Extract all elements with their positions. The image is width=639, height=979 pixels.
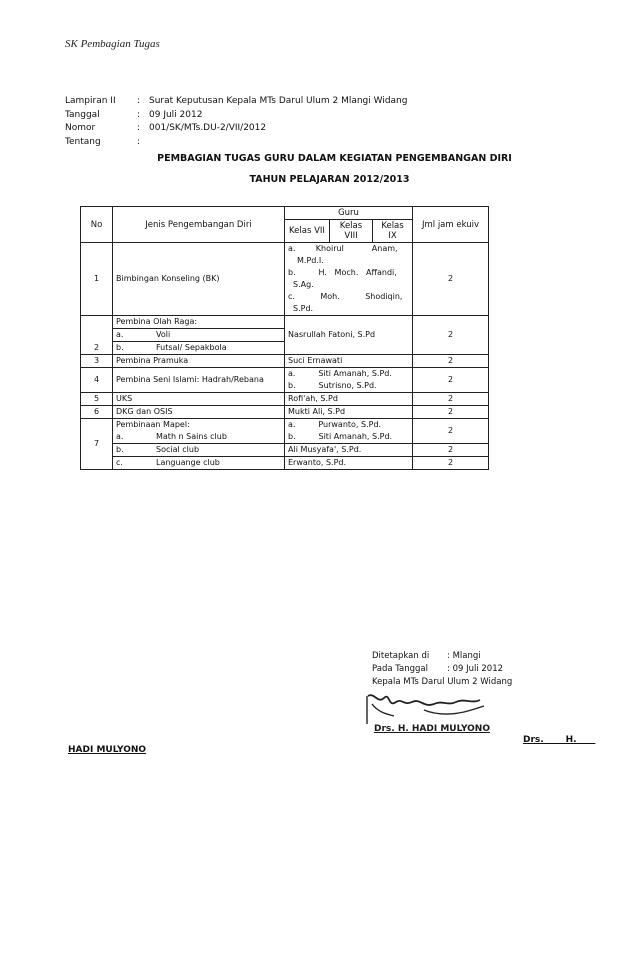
row-jenis-item: b. Social club	[113, 444, 285, 457]
row-jml: 2	[413, 355, 489, 368]
header-kelas-8: Kelas VIII	[330, 220, 373, 243]
row-guru: a. Khoirul Anam,	[285, 243, 413, 256]
row-jenis-item: a. Math n Sains club	[113, 431, 285, 444]
header-kelas-7: Kelas VII	[285, 220, 330, 243]
row-jml: 2	[413, 243, 489, 316]
document-subtitle: TAHUN PELAJARAN 2012/2013	[249, 174, 410, 185]
row-jml: 2	[413, 316, 489, 355]
row-guru: M.Pd.I.	[285, 255, 413, 267]
row-guru: S.Ag.	[285, 279, 413, 291]
row-no: 4	[81, 368, 113, 393]
row-guru: Mukti Ali, S.Pd	[285, 406, 413, 419]
row-no: 6	[81, 406, 113, 419]
header-no: No	[81, 207, 113, 243]
meta-label: Tanggal	[65, 109, 100, 120]
row-guru: b. Sutrisno, S.Pd.	[285, 380, 413, 393]
document-title: PEMBAGIAN TUGAS GURU DALAM KEGIATAN PENGEMBANGAN DIRI	[157, 153, 512, 164]
table-row	[81, 419, 489, 432]
meta-tanggal: Tanggal : 09 Juli 2012	[65, 109, 407, 123]
row-guru: b. H. Moch. Affandi,	[285, 267, 413, 279]
row-no: 2	[81, 316, 113, 355]
row-no: 7	[81, 419, 113, 470]
row-guru: Erwanto, S.Pd.	[285, 457, 413, 470]
row-jenis: DKG dan OSIS	[113, 406, 285, 419]
row-jml: 2	[413, 444, 489, 457]
row-no: 1	[81, 243, 113, 316]
row-jenis: Pembina Pramuka	[113, 355, 285, 368]
row-jenis-head: Pembina Olah Raga:	[113, 316, 285, 329]
meta-nomor: Nomor : 001/SK/MTs.DU-2/VII/2012	[65, 122, 407, 136]
row-jml: 2	[413, 393, 489, 406]
signature-block	[372, 650, 512, 689]
row-guru: Suci Ernawati	[285, 355, 413, 368]
sign-date-value: : 09 Juli 2012	[447, 664, 504, 674]
table-row	[81, 393, 489, 406]
row-no: 3	[81, 355, 113, 368]
row-guru: Ali Musyafa', S.Pd.	[285, 444, 413, 457]
page-header: SK Pembagian Tugas	[65, 38, 160, 50]
sign-role: Kepala MTs Darul Ulum 2 Widang	[372, 677, 513, 687]
sign-place-value: : Mlangi	[447, 651, 481, 661]
sign-date-label: Pada Tanggal	[372, 664, 429, 674]
table-row	[81, 368, 489, 381]
meta-label: Lampiran II	[65, 96, 116, 106]
meta-label: Nomor	[65, 123, 96, 133]
signer-name: HADI MULYONO	[68, 745, 147, 755]
table-row	[81, 316, 489, 329]
row-guru: c. Moh. Shodiqin,	[285, 291, 413, 303]
row-jenis: Pembina Seni Islami: Hadrah/Rebana	[113, 368, 285, 393]
row-jml: 2	[413, 419, 489, 444]
row-guru: S.Pd.	[285, 303, 413, 316]
meta-value: 09 Juli 2012	[149, 109, 203, 120]
row-guru: Rofi'ah, S.Pd	[285, 393, 413, 406]
row-guru: Nasrullah Fatoni, S.Pd	[285, 316, 413, 355]
row-jenis-item: a. Voli	[113, 329, 285, 342]
stamp-name: Drs. H. HADI MULYONO	[374, 724, 490, 734]
meta-label: Tentang	[65, 136, 101, 147]
letter-meta	[65, 95, 407, 149]
table-header-row	[81, 207, 489, 220]
row-guru: a. Purwanto, S.Pd.	[285, 419, 413, 432]
meta-tentang: Tentang :	[65, 136, 407, 150]
row-guru: b. Siti Amanah, S.Pd.	[285, 431, 413, 444]
header-kelas-9: Kelas IX	[373, 220, 413, 243]
row-jenis: UKS	[113, 393, 285, 406]
row-jml: 2	[413, 368, 489, 393]
row-jenis-head: Pembinaan Mapel:	[113, 419, 285, 432]
signer-title: Drs. H.	[523, 735, 596, 745]
header-jml: Jml jam ekuiv	[413, 207, 489, 243]
table-row	[81, 406, 489, 419]
row-jml: 2	[413, 406, 489, 419]
task-table	[80, 206, 489, 470]
row-jenis-item: c. Languange club	[113, 457, 285, 470]
row-jenis: Bimbingan Konseling (BK)	[113, 243, 285, 316]
header-guru: Guru	[285, 207, 413, 220]
row-no: 5	[81, 393, 113, 406]
table-row	[81, 243, 489, 256]
meta-value: Surat Keputusan Kepala MTs Darul Ulum 2 Mlangi Widang	[149, 96, 408, 106]
meta-value: 001/SK/MTs.DU-2/VII/2012	[149, 123, 267, 133]
row-jenis-item: b. Futsal/ Sepakbola	[113, 342, 285, 355]
header-jenis: Jenis Pengembangan Diri	[113, 207, 285, 243]
sign-place-label: Ditetapkan di	[372, 651, 430, 661]
row-guru: a. Siti Amanah, S.Pd.	[285, 368, 413, 381]
table-row	[81, 355, 489, 368]
handwritten-signature-icon	[364, 690, 490, 750]
row-jml: 2	[413, 457, 489, 470]
meta-lampiran: Lampiran II : Surat Keputusan Kepala MTs Darul Ulum 2 Mlangi Widang	[65, 95, 407, 109]
signature-stamp	[364, 690, 490, 750]
